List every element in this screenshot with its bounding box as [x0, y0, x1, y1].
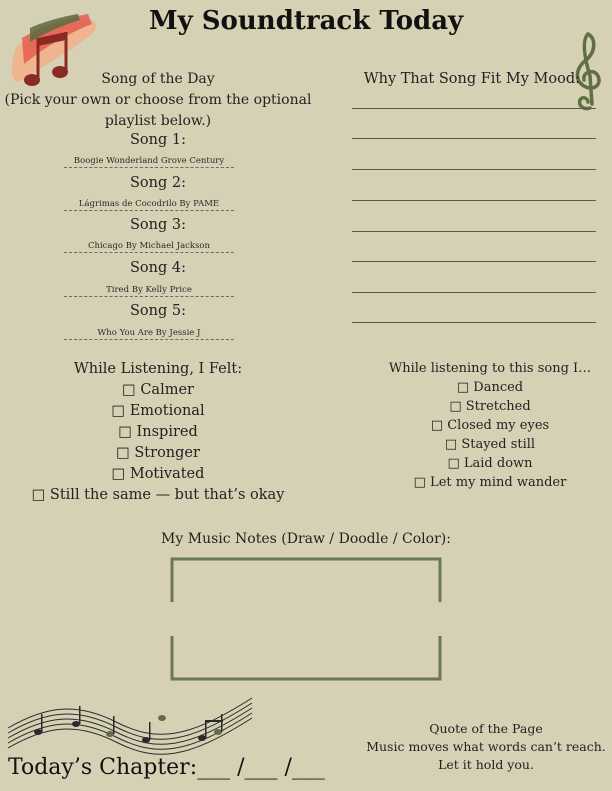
song-3-field[interactable]: Chicago By Michael Jackson	[64, 241, 234, 253]
why-line[interactable]	[352, 200, 596, 201]
felt-option-inspired[interactable]: □ Inspired	[118, 424, 198, 440]
chapter-label: Today’s Chapter:	[8, 755, 198, 780]
song-2-label: Song 2:	[129, 175, 186, 191]
quote-line: Music moves what words can’t reach.	[366, 739, 606, 754]
felt-section	[0, 359, 316, 506]
treble-clef-icon	[568, 28, 608, 112]
why-line[interactable]	[352, 261, 596, 262]
song-of-day-heading: Song of the Day	[101, 71, 215, 87]
action-option-mind-wander[interactable]: □ Let my mind wander	[413, 475, 567, 490]
chapter-field[interactable]	[8, 755, 325, 780]
song-4-label: Song 4:	[129, 260, 186, 276]
why-line[interactable]	[352, 231, 596, 232]
why-line[interactable]	[352, 108, 596, 109]
why-heading: Why That Song Fit My Mood:	[363, 71, 580, 87]
felt-heading: While Listening, I Felt:	[73, 361, 243, 377]
song-of-day-subheading-2: playlist below.)	[104, 113, 212, 129]
action-option-stayed-still[interactable]: □ Stayed still	[444, 437, 536, 452]
felt-option-emotional[interactable]: □ Emotional	[111, 403, 205, 419]
felt-option-motivated[interactable]: □ Motivated	[111, 466, 205, 482]
song-3-label: Song 3:	[129, 217, 186, 233]
quote-heading: Quote of the Page	[429, 721, 543, 736]
song-5-field[interactable]: Who You Are By Jessie J	[64, 328, 234, 340]
song-2-field[interactable]: Lágrimas de Cocodrilo By PAMÉ	[64, 199, 234, 211]
song-of-day-subheading: (Pick your own or choose from the optional	[4, 92, 312, 108]
music-staff-icon	[6, 688, 256, 760]
song-1-field[interactable]: Boogie Wonderland Grove Century	[64, 156, 234, 168]
why-line[interactable]	[352, 169, 596, 170]
song-1-label: Song 1:	[129, 132, 186, 148]
action-option-closed-eyes[interactable]: □ Closed my eyes	[430, 418, 550, 433]
action-option-danced[interactable]: □ Danced	[456, 380, 524, 395]
quote-line-2: Let it hold you.	[438, 757, 534, 772]
doodle-box[interactable]	[168, 556, 444, 682]
chapter-blanks[interactable]: ___ /___ /___	[197, 755, 325, 780]
action-option-stretched[interactable]: □ Stretched	[449, 399, 531, 414]
why-line[interactable]	[352, 292, 596, 293]
felt-option-calmer[interactable]: □ Calmer	[122, 382, 194, 398]
song-4-field[interactable]: Tired By Kelly Price	[64, 285, 234, 297]
action-option-laid-down[interactable]: □ Laid down	[447, 456, 533, 471]
why-line[interactable]	[352, 138, 596, 139]
notes-heading: My Music Notes (Draw / Doodle / Color):	[161, 531, 451, 547]
page-title: My Soundtrack Today	[148, 6, 464, 36]
song-5-label: Song 5:	[129, 303, 186, 319]
actions-heading: While listening to this song I…	[388, 361, 592, 376]
felt-option-same[interactable]: □ Still the same — but that’s okay	[31, 487, 285, 503]
felt-option-stronger[interactable]: □ Stronger	[116, 445, 200, 461]
why-line[interactable]	[352, 322, 596, 323]
actions-section	[370, 359, 610, 492]
